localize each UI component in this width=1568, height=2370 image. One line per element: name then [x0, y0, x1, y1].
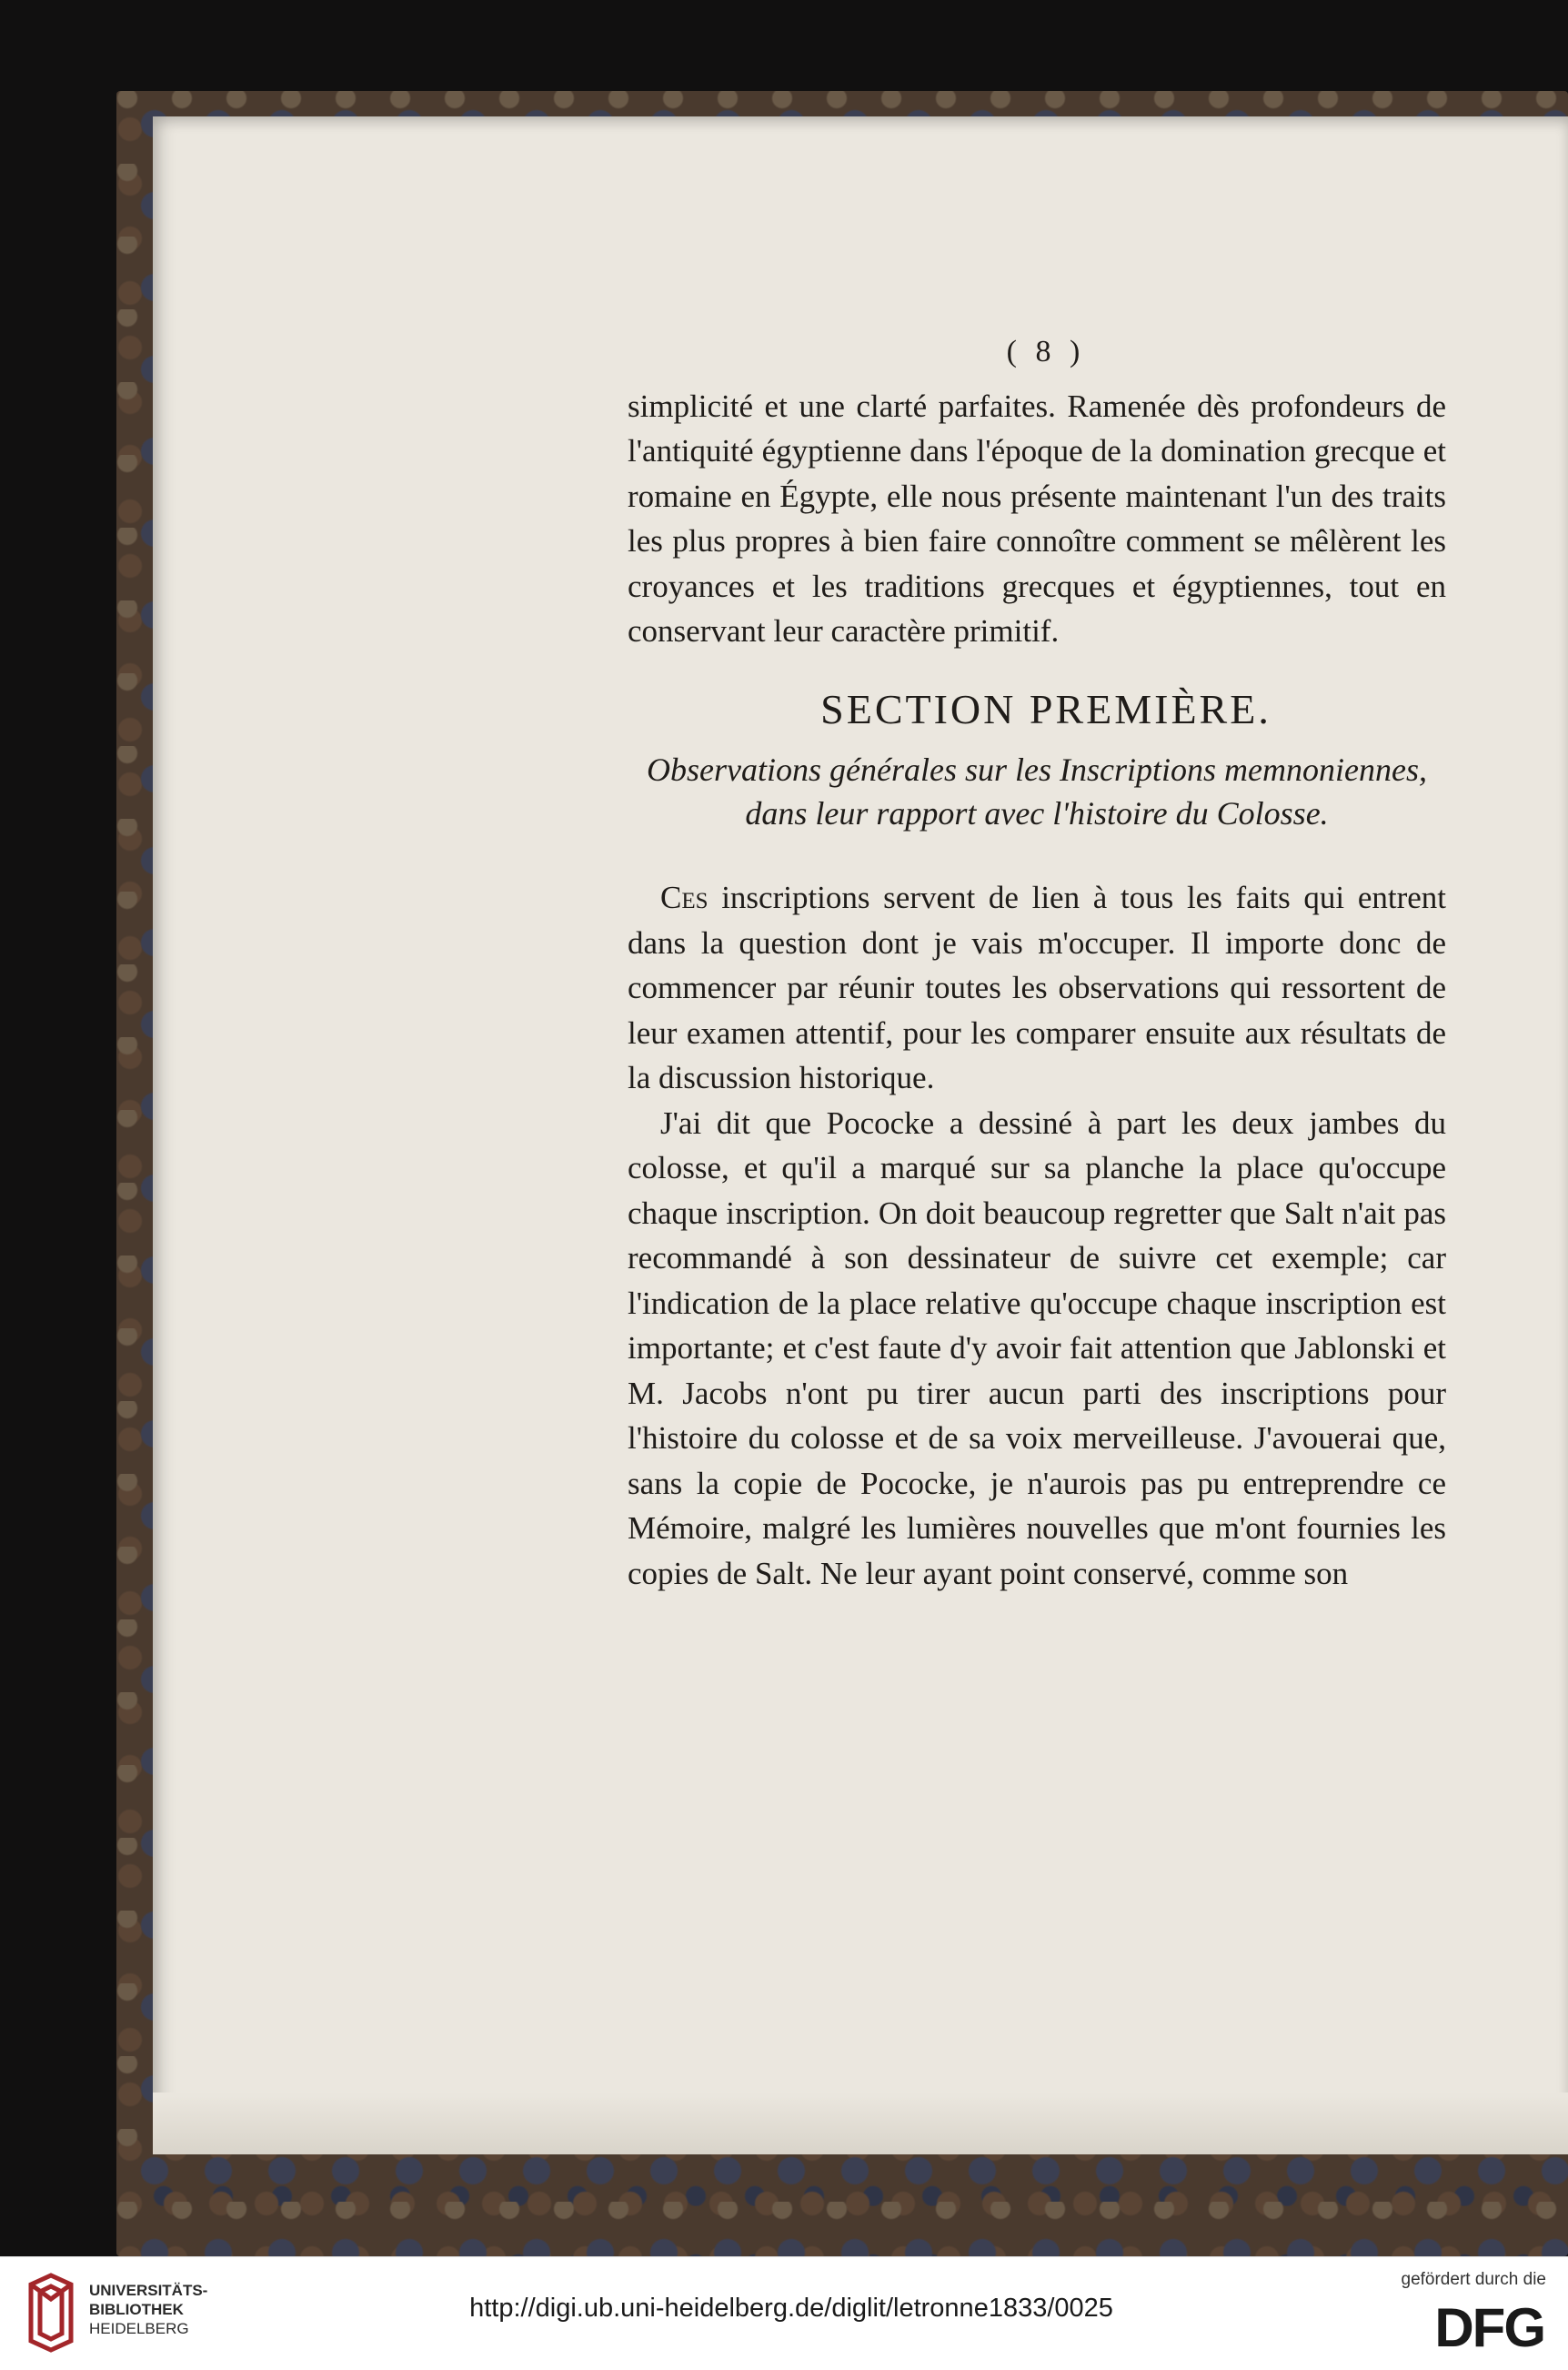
dfg-logo-icon[interactable]	[1392, 2299, 1546, 2354]
library-name[interactable]	[89, 2281, 207, 2338]
library-name-line-2: BIBLIOTHEK	[89, 2301, 184, 2318]
page-bottom-shading	[153, 2093, 1568, 2154]
paragraph-2: J'ai dit que Pococke a dessiné à part les deux jambes du colosse, et qu'il a marqué sur sa planche la place qu'occupe chaque inscription. On doit beaucoup regretter que Salt n'ait pas recommandé à son dessinateur de suivre cet exemple; car l'indication de la place relative qu'occupe chaque inscription est importante; et c'est faute d'y avoir fait attention que Jablonski et M. Jacobs n'ont pu tirer aucun parti des inscriptions pour l'histoire du colosse et de sa voix merveilleuse. J'avouerai que, sans la copie de Pococke, je n'aurois pas pu entreprendre ce Mémoire, malgré les lumières nouvelles que m'ont fournies les copies de Salt. Ne leur ayant point conservé, comme son	[628, 1104, 1446, 1591]
library-name-line-3: HEIDELBERG	[89, 2320, 189, 2337]
sponsor-label: gefördert durch die	[1401, 2270, 1546, 2289]
page-number: ( 8 )	[1006, 335, 1086, 368]
source-url-link[interactable]: http://digi.ub.uni-heidelberg.de/diglit/letronne1833/0025	[469, 2294, 1113, 2323]
paragraph-1-first-word: Ces	[660, 880, 709, 915]
heidelberg-library-logo-icon[interactable]	[24, 2272, 78, 2354]
library-name-line-1: UNIVERSITÄTS-	[89, 2282, 208, 2299]
opening-paragraph: simplicité et une clarté parfaites. Ramenée dès profondeurs de l'antiquité égyptienne dans l'époque de la domination grecque et romaine en Égypte, elle nous présente maintenant l'un des traits les plus propres à bien faire connoître comment se mêlèrent les croyances et les traditions grecques et égyptiennes, tout en conservant leur caractère primitif.	[628, 388, 1446, 649]
subtitle-line-2: dans leur rapport avec l'histoire du Colosse.	[745, 795, 1329, 832]
page-text-block	[628, 329, 1446, 1596]
subtitle-line-1: Observations générales sur les Inscriptions memnoniennes,	[647, 751, 1427, 788]
paragraph-1-text: inscriptions servent de lien à tous les faits qui entrent dans la question dont je vais m'occuper. Il importe donc de commencer par réunir toutes les observations qui ressortent de leur examen attentif, pour les comparer ensuite aux résultats de la discussion historique.	[628, 880, 1446, 1095]
section-title: SECTION PREMIÈRE.	[820, 685, 1271, 732]
dfg-logo-text: DFG	[1434, 2299, 1544, 2354]
section-subtitle	[628, 748, 1446, 835]
paragraph-1	[628, 875, 1446, 1101]
footer-bar	[0, 2256, 1568, 2370]
